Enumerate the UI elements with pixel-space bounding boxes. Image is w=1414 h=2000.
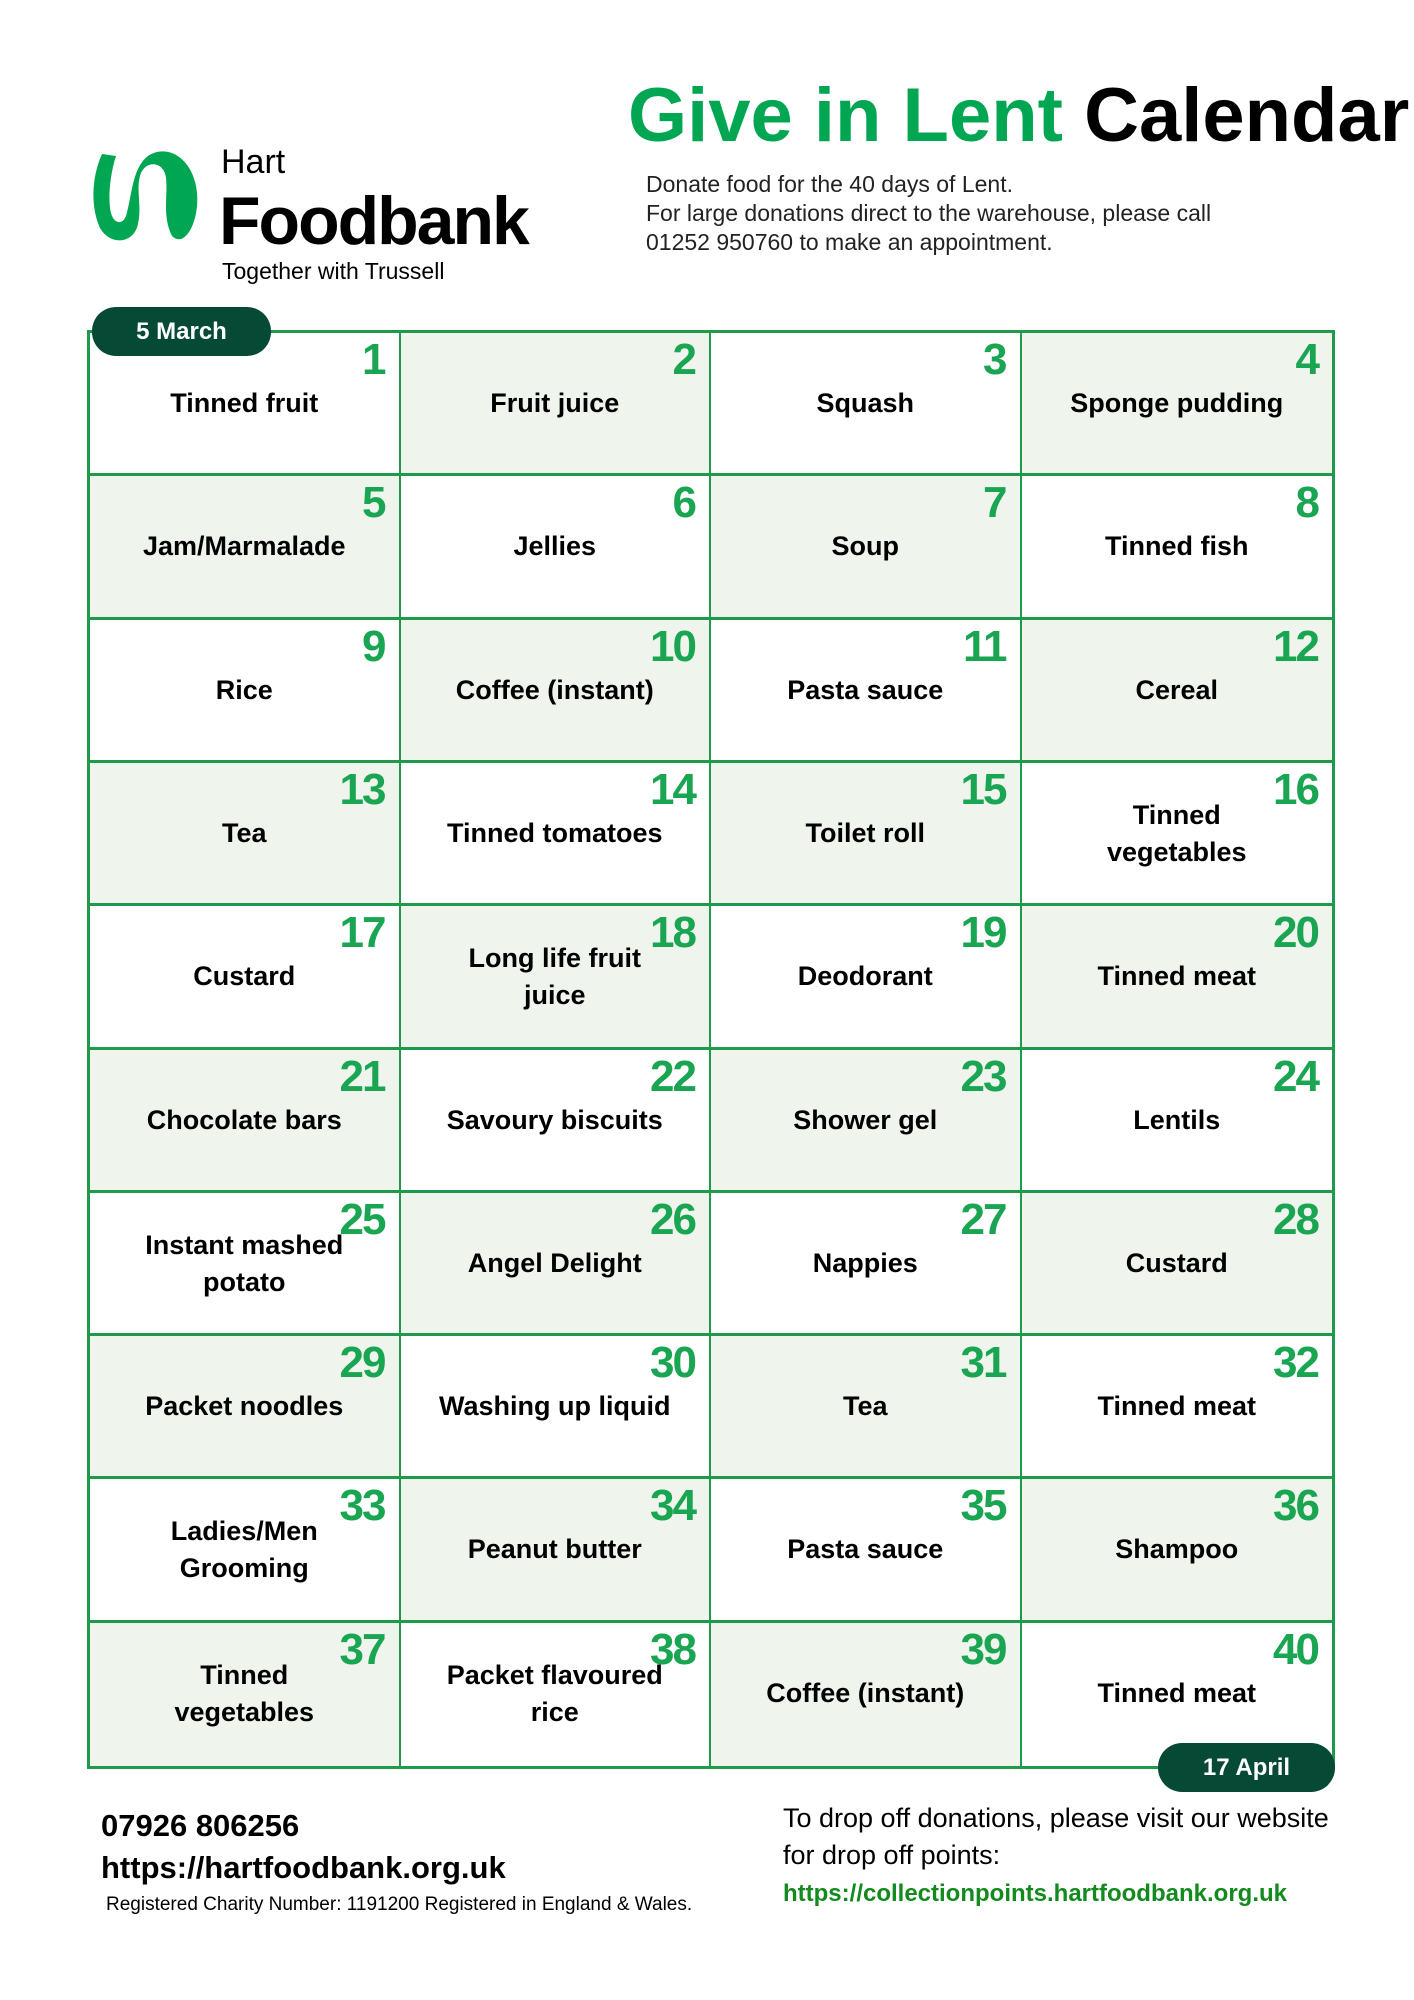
calendar-day (711, 620, 1022, 763)
calendar-day (711, 1050, 1022, 1193)
calendar-day (1022, 1193, 1333, 1336)
day-item: Savoury biscuits (446, 1104, 663, 1135)
day-item: Shampoo (1115, 1534, 1239, 1565)
day-item: Peanut butter (467, 1534, 642, 1565)
day-number: 10 (650, 621, 695, 671)
calendar-day (711, 906, 1022, 1049)
day-number: 28 (1273, 1194, 1318, 1244)
day-item: Nappies (812, 1247, 918, 1278)
day-number: 18 (650, 908, 695, 958)
day-item: Lentils (1133, 1104, 1221, 1135)
calendar-day (1022, 476, 1333, 619)
day-item: Tinned fruit (170, 388, 319, 418)
day-item: Angel Delight (467, 1247, 642, 1278)
calendar-day (90, 906, 401, 1049)
day-item: Custard (193, 961, 296, 992)
calendar-day (90, 763, 401, 906)
day-number: 27 (960, 1194, 1006, 1244)
day-number: 2 (672, 335, 695, 384)
calendar-day (711, 763, 1022, 906)
day-number: 37 (339, 1624, 385, 1674)
day-item: Packet flavoured rice (446, 1659, 663, 1727)
day-item: Ladies/Men Grooming (170, 1516, 318, 1584)
calendar-day (1022, 1050, 1333, 1193)
day-item: Toilet roll (805, 817, 925, 848)
day-item: Tinned vegetables (174, 1659, 315, 1727)
day-number: 16 (1273, 764, 1318, 814)
day-number: 7 (983, 478, 1006, 528)
calendar-day (1022, 763, 1333, 906)
day-number: 13 (339, 764, 385, 814)
day-item: Cereal (1135, 674, 1219, 705)
day-item: Chocolate bars (146, 1104, 342, 1135)
calendar-day (711, 1193, 1022, 1336)
day-number: 38 (650, 1624, 695, 1674)
calendar-day (401, 1479, 712, 1622)
calendar-day (90, 1623, 401, 1766)
day-item: Shower gel (793, 1104, 938, 1135)
day-number: 21 (339, 1051, 385, 1101)
day-number: 34 (650, 1481, 695, 1531)
description (646, 170, 1211, 257)
calendar-day (401, 1193, 712, 1336)
calendar-day (90, 1336, 401, 1479)
day-item: Pasta sauce (787, 674, 944, 705)
calendar-day (711, 1623, 1022, 1766)
day-number: 1 (362, 335, 385, 384)
day-item: Long life fruit juice (468, 943, 641, 1011)
day-number: 3 (983, 335, 1006, 384)
calendar-day (90, 620, 401, 763)
calendar-day (1022, 620, 1333, 763)
day-number: 15 (960, 764, 1006, 814)
day-number: 30 (650, 1338, 695, 1388)
day-item: Squash (816, 388, 915, 418)
charity-number: Registered Charity Number: 1191200 Registered in England & Wales. (106, 1894, 693, 1915)
day-number: 20 (1273, 908, 1318, 958)
day-number: 14 (650, 764, 695, 814)
day-item: Sponge pudding (1070, 388, 1284, 418)
day-item: Tinned meat (1097, 961, 1257, 992)
day-item: Rice (215, 674, 273, 705)
day-item: Tinned meat (1097, 1391, 1257, 1422)
day-number: 31 (960, 1338, 1006, 1388)
day-number: 8 (1295, 478, 1318, 528)
day-number: 12 (1273, 621, 1318, 671)
day-number: 22 (650, 1051, 695, 1101)
description-line: Donate food for the 40 days of Lent. (646, 171, 1013, 197)
day-number: 19 (960, 908, 1006, 958)
calendar-day (401, 1623, 712, 1766)
day-number: 24 (1273, 1051, 1318, 1101)
day-item: Tinned vegetables (1106, 799, 1247, 867)
calendar-day (401, 1050, 712, 1193)
collection-points-link[interactable]: https://collectionpoints.hartfoodbank.org.uk (783, 1880, 1287, 1907)
calendar-day (711, 333, 1022, 476)
day-number: 26 (650, 1194, 695, 1244)
end-date-badge: 17 April (1158, 1743, 1335, 1792)
day-item: Coffee (instant) (766, 1677, 965, 1708)
day-number: 36 (1273, 1481, 1318, 1531)
calendar-day (90, 1479, 401, 1622)
calendar-day (1022, 1336, 1333, 1479)
day-item: Fruit juice (490, 388, 620, 418)
day-number: 9 (362, 621, 385, 671)
calendar-day (401, 763, 712, 906)
day-item: Pasta sauce (787, 1534, 944, 1565)
description-line: 01252 950760 to make an appointment. (646, 229, 1053, 255)
calendar-day (1022, 333, 1333, 476)
website-link[interactable]: https://hartfoodbank.org.uk (101, 1850, 506, 1885)
day-number: 11 (962, 621, 1006, 671)
day-number: 32 (1273, 1338, 1318, 1388)
calendar-day (1022, 906, 1333, 1049)
day-item: Jellies (513, 531, 597, 562)
day-item: Deodorant (797, 961, 933, 992)
drop-off-text: To drop off donations, please visit our website for drop off points: (783, 1803, 1329, 1870)
day-item: Instant mashed potato (145, 1229, 344, 1297)
day-number: 5 (362, 478, 385, 528)
phone-number: 07926 806256 (101, 1808, 300, 1843)
calendar-day (711, 1336, 1022, 1479)
day-item: Soup (831, 531, 899, 562)
day-number: 29 (339, 1338, 385, 1388)
day-number: 4 (1295, 335, 1318, 384)
title-green: Give in Lent (628, 73, 1063, 158)
day-number: 35 (960, 1481, 1006, 1531)
day-item: Tinned tomatoes (446, 817, 663, 848)
day-item: Tinned meat (1097, 1677, 1257, 1708)
day-number: 6 (672, 478, 695, 528)
day-item: Tea (842, 1391, 888, 1422)
day-item: Coffee (instant) (455, 674, 654, 705)
day-item: Washing up liquid (439, 1391, 671, 1422)
day-item: Packet noodles (145, 1391, 344, 1422)
calendar-day (401, 1336, 712, 1479)
calendar-day (90, 1050, 401, 1193)
page-title (628, 72, 1409, 159)
day-number: 40 (1273, 1624, 1318, 1674)
day-number: 23 (960, 1051, 1006, 1101)
calendar-day (401, 333, 712, 476)
day-number: 33 (339, 1481, 385, 1531)
day-number: 25 (339, 1194, 385, 1244)
logo-foodbank: Foodbank (219, 183, 528, 259)
logo-tagline: Together with Trussell (222, 258, 445, 284)
day-number: 17 (339, 908, 385, 958)
calendar-day (401, 906, 712, 1049)
calendar-day (401, 476, 712, 619)
calendar-grid (87, 330, 1335, 1769)
calendar-day (90, 1193, 401, 1336)
calendar-day (711, 476, 1022, 619)
day-item: Custard (1125, 1247, 1228, 1278)
day-item: Tea (221, 817, 267, 848)
description-line: For large donations direct to the warehouse, please call (646, 200, 1212, 226)
logo-hart: Hart (221, 143, 286, 181)
day-number: 39 (960, 1624, 1006, 1674)
foodbank-logo-icon (86, 146, 204, 248)
calendar-day (1022, 1479, 1333, 1622)
calendar-day (711, 1479, 1022, 1622)
calendar-day (401, 620, 712, 763)
title-black: Calendar (1084, 73, 1410, 158)
start-date-badge: 5 March (92, 307, 271, 356)
day-item: Jam/Marmalade (142, 531, 346, 562)
day-item: Tinned fish (1104, 531, 1249, 562)
calendar-day (90, 476, 401, 619)
